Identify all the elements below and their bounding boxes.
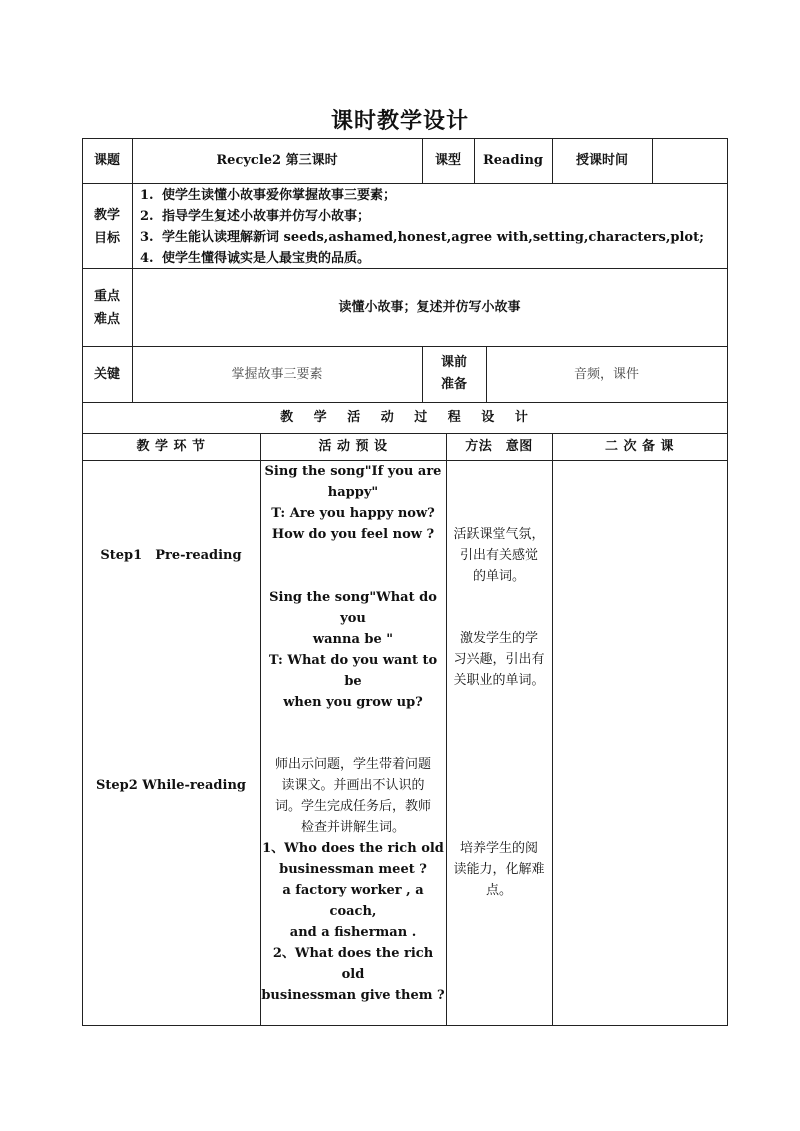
objective-number: 1. bbox=[140, 188, 154, 203]
activity-line: T: What do you want to be bbox=[268, 653, 438, 689]
activity-line: Sing the song"What do you bbox=[269, 590, 437, 626]
method-line: 关职业的单词。 bbox=[453, 673, 545, 688]
col-divider bbox=[446, 433, 447, 1026]
objective-number: 3. bbox=[140, 230, 154, 245]
activity-line: 检查并讲解生词。 bbox=[300, 820, 405, 835]
step2-method bbox=[446, 838, 552, 901]
keypoints-label bbox=[82, 285, 132, 331]
method-line: 的单词。 bbox=[472, 569, 525, 584]
keypoints-label-line1: 重点 bbox=[93, 289, 120, 304]
objective-text: 学生能认读理解新词 seeds,ashamed,honest,agree with,setting,characters,plot; bbox=[162, 230, 704, 245]
topic-value: Recycle2 第三课时 bbox=[216, 153, 338, 168]
time-label: 授课时间 bbox=[575, 153, 628, 168]
time-value bbox=[652, 138, 727, 183]
prep-value: 音频，课件 bbox=[573, 366, 639, 382]
method-line: 培养学生的阅 bbox=[459, 841, 538, 856]
column-header-revision: 二 次 备 课 bbox=[604, 439, 675, 454]
objective-item bbox=[140, 185, 396, 206]
page-title: 课时教学设计 bbox=[330, 108, 469, 134]
topic-label: 课题 bbox=[93, 153, 120, 168]
table-border-left bbox=[82, 138, 83, 1026]
activity-line: a factory worker , a coach, bbox=[282, 883, 424, 919]
col-divider bbox=[552, 433, 553, 1026]
step1-method2 bbox=[446, 628, 552, 691]
prep-label-line1: 课前 bbox=[440, 355, 467, 370]
objectives-label-line2: 目标 bbox=[93, 231, 120, 246]
key-value: 掌握故事三要素 bbox=[231, 366, 323, 382]
table-border-bottom bbox=[82, 1025, 728, 1026]
key-label: 关键 bbox=[93, 366, 120, 382]
objective-text: 指导学生复述小故事并仿写小故事； bbox=[162, 209, 371, 224]
objective-number: 2. bbox=[140, 209, 154, 224]
objectives-label-line1: 教学 bbox=[93, 208, 120, 223]
objective-text: 使学生读懂小故事爱你掌握故事三要素； bbox=[162, 188, 397, 203]
row-divider bbox=[82, 183, 728, 184]
activity-line: How do you feel now ? bbox=[271, 527, 435, 542]
activity-line: 读课文。并画出不认识的 bbox=[281, 778, 425, 793]
step1-name: Step1 Pre-reading bbox=[100, 548, 242, 563]
type-value: Reading bbox=[482, 153, 544, 168]
step2-activity-cn bbox=[260, 754, 446, 838]
prep-label-line2: 准备 bbox=[440, 377, 467, 392]
activity-line: 1、Who does the rich old bbox=[262, 841, 444, 856]
objective-item bbox=[140, 206, 370, 227]
method-line: 点。 bbox=[485, 883, 512, 898]
column-header-method: 方法 意图 bbox=[465, 439, 533, 454]
activity-line: happy" bbox=[327, 485, 379, 500]
method-line: 活跃课堂气氛， bbox=[453, 527, 545, 542]
step1-activity-song1 bbox=[260, 461, 446, 545]
activity-line: T: Are you happy now? bbox=[271, 506, 435, 521]
step2-activity-en bbox=[260, 838, 446, 1006]
prep-label bbox=[422, 352, 486, 396]
objective-item bbox=[140, 248, 370, 269]
objective-text: 使学生懂得诚实是人最宝贵的品质。 bbox=[162, 251, 371, 266]
keypoints-label-line2: 难点 bbox=[93, 312, 120, 327]
method-line: 引出有关感觉 bbox=[459, 548, 538, 563]
activity-line: 2、What does the rich old bbox=[272, 946, 434, 982]
activity-line: Sing the song"If you are bbox=[264, 464, 442, 479]
step1-method1 bbox=[446, 524, 552, 587]
objective-item bbox=[140, 227, 704, 248]
type-label: 课型 bbox=[434, 153, 461, 168]
column-header-stage: 教 学 环 节 bbox=[136, 439, 206, 454]
step1-activity-song2 bbox=[260, 587, 446, 713]
activity-line: 师出示问题，学生带着问题 bbox=[274, 757, 431, 772]
activity-line: and a fisherman . bbox=[289, 925, 417, 940]
step2-name: Step2 While-reading bbox=[95, 778, 247, 793]
method-line: 习兴趣，引出有 bbox=[453, 652, 545, 667]
design-header: 教 学 活 动 过 程 设 计 bbox=[280, 410, 529, 425]
activity-line: wanna be " bbox=[312, 632, 394, 647]
activity-line: when you grow up? bbox=[283, 695, 423, 710]
activity-line: businessman give them ? bbox=[261, 988, 445, 1003]
activity-line: 词。学生完成任务后，教师 bbox=[274, 799, 431, 814]
activity-line: businessman meet ? bbox=[279, 862, 427, 877]
method-line: 读能力，化解难 bbox=[453, 862, 545, 877]
method-line: 激发学生的学 bbox=[459, 631, 538, 646]
table-border-right bbox=[727, 138, 728, 1026]
keypoints-value: 读懂小故事；复述并仿写小故事 bbox=[338, 299, 521, 315]
objective-number: 4. bbox=[140, 251, 154, 266]
column-header-activity: 活 动 预 设 bbox=[318, 439, 388, 454]
objectives-label bbox=[82, 204, 132, 250]
